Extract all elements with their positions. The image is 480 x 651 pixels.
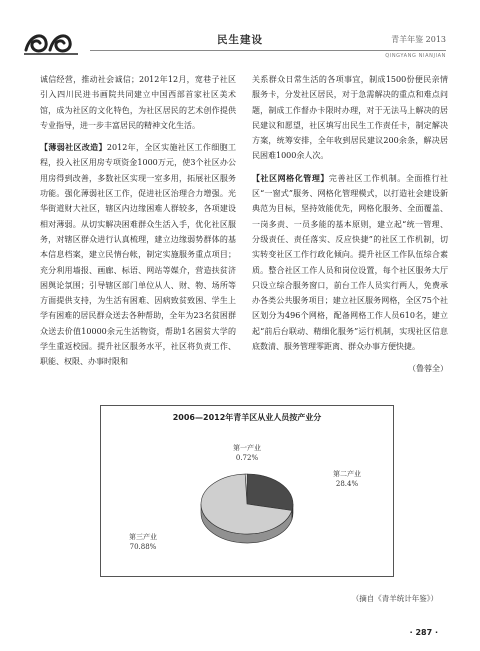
pie-label-name-0: 第一产业 [233, 444, 261, 452]
entry-body: 2012年，全区实施社区工作细胞工程，投入社区用房专项资金1000万元，使3个社区办公用房得到改善，多数社区实现一室多用，拓展社区服务功能。强化薄弱社区工作，促进社区治理合力增强。光华街道财大社区，辖区内边缘困难人群较多，各项建设相对薄弱。从切实解决困难群众生活入手，优化社区服务，对辖区群众进行认真梳理，建立边缘弱势群体的基本信息档案，建立民情台帐，制定实施服务重点项目；充分利用墙报、画廊、标语、网站等媒介，营造扶贫济困舆论氛围；引导辖区部门单位从人、财、物、场所等方面提供支持，为生活有困难、因病致贫致困、学生上学有困难的居民群众送去各种帮助，全年为23名贫困群众送去价值10000余元生活物资，帮助1名困贫大学的学生重返校园。提升社区服务水平，社区将负责工作、职能、权限、办事时限和 [40, 143, 237, 367]
pie-chart [100, 405, 394, 577]
pie-chart-canvas [101, 406, 393, 576]
pie-label-name-2: 第三产业 [129, 533, 157, 541]
yearbook-title: 青羊年鉴 2013 [391, 35, 446, 44]
paragraph-weak-community [40, 140, 236, 369]
yearbook-title-pinyin: QINGYANG NIANJIAN [385, 53, 446, 59]
entry-heading: 【社区网格化管理】 [252, 173, 329, 183]
chart-title: 2006—2012年青羊区从业人员按产业分 [172, 413, 322, 422]
paragraph-continued: 诚信经营，推动社会诚信；2012年12月，宽巷子社区引入四川民进书画院共同建立中国西部首家社区美术馆，成为社区的文化特色，为社区居民的艺术创作提供专业指导，进一步丰富居民的精神文化生活。 [40, 75, 236, 130]
pie-label-value-0: 0.72% [235, 454, 259, 462]
page-number: · 287 · [409, 628, 438, 637]
author-signature: （鲁蓉全） [408, 364, 448, 374]
right-text-column [252, 72, 448, 384]
page-header [0, 0, 480, 62]
section-title: 民生建设 [217, 34, 263, 46]
pie-label-value-2: 70.88% [129, 543, 157, 551]
entry-heading: 【薄弱社区改造】 [40, 143, 107, 153]
left-text-column [40, 72, 236, 377]
pie-label-name-1: 第二产业 [333, 470, 361, 478]
header-divider [90, 50, 446, 51]
pie-label-value-1: 28.4% [335, 480, 359, 488]
paragraph-continued: 关系群众日常生活的各项事宜，制成1500份便民亲情服务卡，分发社区居民，对于急需解决的重点和难点问题，制成工作督办卡限时办理，对于无法马上解决的居民建议和愿望，社区填写出民生工作责任卡，制定解决方案，统筹安排，全年收到居民建议200余条，解决居民困难1000余人次。 [252, 75, 448, 161]
paragraph-grid-management [252, 171, 448, 355]
entry-body: 完善社区工作机制。全面推行社区“一窗式”服务、网格化管理模式，以打造社会建设新典范为目标，坚持效能优先，网格化服务、全面覆盖、一岗多责、一员多能的基本原则，建立起“统一管理、分级责任、责任落实、反应快捷”的社区工作机制，切实转变社区工作行政化倾向。提升社区工作队伍综合素质。整合社区工作人员和岗位设置，每个社区服务大厅只设立综合服务窗口，前台工作人员实行两人，免费承办各类公共服务项目；建立社区服务网格，全区75个社区划分为496个网格，配备网格工作人员610名，建立起“前后台联动、精细化服务”运行机制，实现社区信息底数清、服务管理零距离、群众办事方便快捷。 [252, 173, 449, 352]
source-note: （摘自《青羊统计年鉴》） [351, 594, 438, 603]
